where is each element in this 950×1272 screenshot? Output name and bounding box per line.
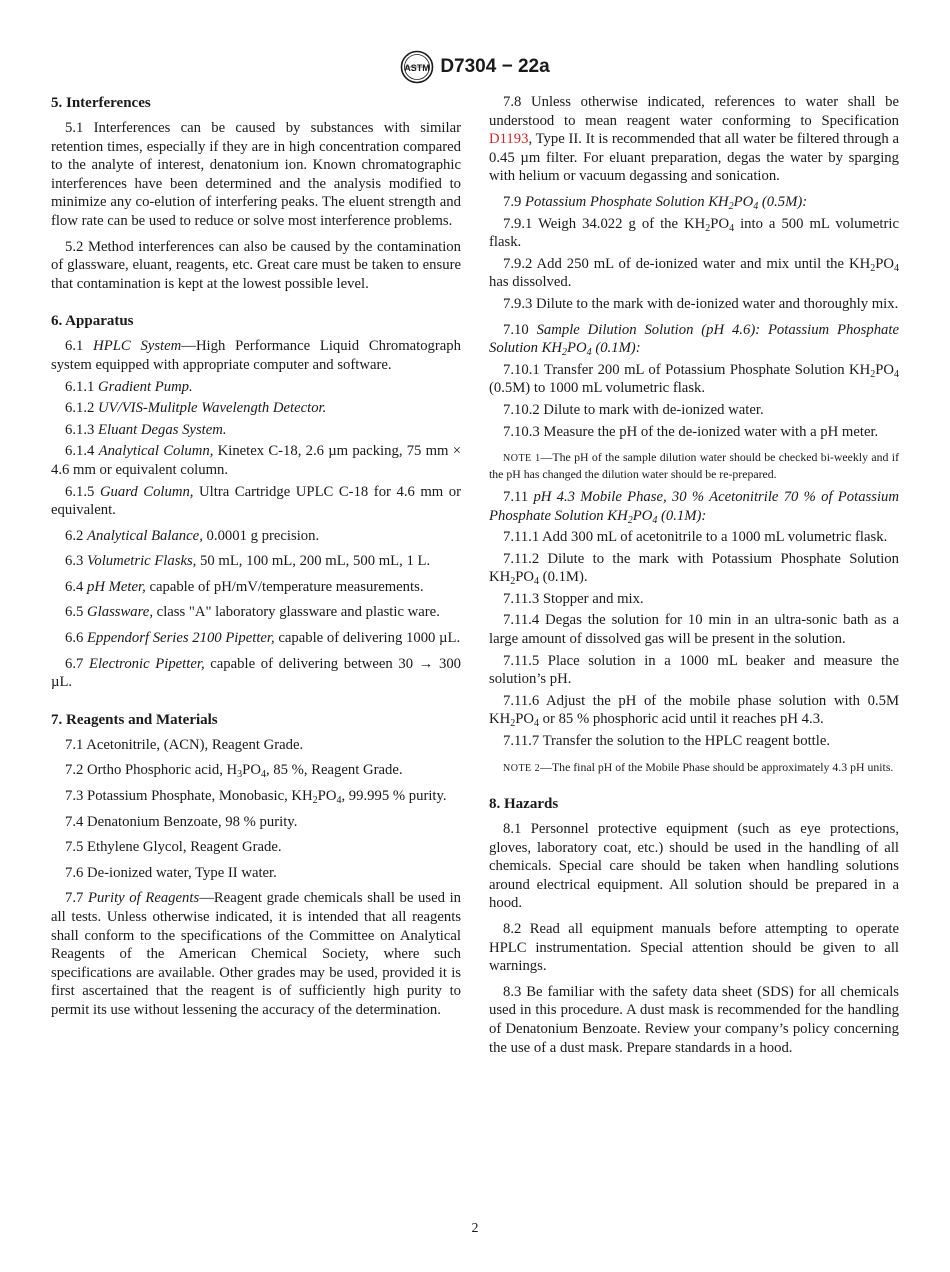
para-7-11: 7.11 pH 4.3 Mobile Phase, 30 % Acetonitrile 70 % of Potassium Phosphate Solution $KH_2PO_4$ (0.1M):	[489, 488, 900, 526]
para-7-10: 7.10 Sample Dilution Solution (pH 4.6): Potassium Phosphate Solution $KH_2PO_4$ (0.1M):	[489, 321, 900, 359]
para-7-11-1: 7.11.1 Add 300 mL of acetonitrile to a 1000 mL volumetric flask.	[503, 529, 888, 546]
para-6-1-5: 6.1.5 Guard Column, Ultra Cartridge UPLC C-18 for 4.6 mm or equivalent.	[51, 483, 462, 519]
spec-d1193-link[interactable]: D1193	[489, 131, 529, 148]
astm-logo-icon	[400, 50, 434, 84]
para-5-2: 5.2 Method interferences can also be caused by the contamination of glassware, eluant, reagents, etc. Great care must be taken to ensure that contamination is kept at the lowest possible level.	[51, 238, 461, 292]
para-7-1: 7.1 Acetonitrile, (ACN), Reagent Grade.	[65, 736, 304, 753]
para-7-10-1: 7.10.1 Transfer 200 mL of Potassium Phosphate Solution $KH_2PO_4$ (0.5M) to 1000 mL volumetric flask.	[489, 361, 899, 397]
para-7-9: 7.9 Potassium Phosphate Solution $KH_2PO_4$ (0.5M):	[503, 193, 808, 212]
para-6-3: 6.3 Volumetric Flasks, 50 mL, 100 mL, 200 mL, 500 mL, 1 L.	[65, 553, 431, 570]
para-8-2: 8.2 Read all equipment manuals before attempting to operate HPLC instrumentation. Special attention should be given to all warnings.	[489, 921, 899, 975]
section-5-title: 5. Interferences	[51, 95, 151, 111]
para-6-1-2: 6.1.2 UV/VIS-Mulitple Wavelength Detector.	[65, 400, 327, 417]
para-7-5: 7.5 Ethylene Glycol, Reagent Grade.	[65, 839, 282, 856]
para-7-9-2: 7.9.2 Add 250 mL of de-ionized water and mix until the $KH_2PO_4$ has dissolved.	[489, 255, 899, 291]
section-6-title: 6. Apparatus	[51, 313, 134, 330]
page-number: 2	[471, 1221, 479, 1236]
para-7-11-7: 7.11.7 Transfer the solution to the HPLC reagent bottle.	[503, 733, 831, 750]
right-column	[489, 93, 899, 1060]
para-8-3: 8.3 Be familiar with the safety data sheet (SDS) for all chemicals used in this procedure. A dust mask is recommended for the handling of Denatonium Benzoate. Review your company’s policy concerning the use of a dust mask. Prepare standards in a hood.	[489, 983, 899, 1056]
para-7-7: 7.7 Purity of Reagents—Reagent grade chemicals shall be used in all tests. Unless otherwise indicated, it is intended that all reagents shall conform to the specifications of the Committee on Analytical Reagents of the American Chemical Society, where such specifications are available. Other grades may be used, provided it is first ascertained that the reagent is of sufficiently high purity to permit its use without lessening the accuracy of the determination.	[51, 890, 461, 1018]
para-6-1: 6.1 HPLC System—High Performance Liquid Chromatograph system equipped with appropriate computer and software.	[51, 338, 461, 373]
para-7-4: 7.4 Denatonium Benzoate, 98 % purity.	[65, 813, 298, 830]
svg-text:ASTM: ASTM	[404, 63, 431, 73]
para-7-11-2: 7.11.2 Dilute to the mark with Potassium Phosphate Solution $KH_2PO_4$ (0.1M).	[489, 550, 899, 588]
para-7-10-2: 7.10.2 Dilute to mark with de-ionized water.	[503, 401, 764, 418]
document-designation: D7304 − 22a	[440, 56, 550, 77]
para-7-11-3: 7.11.3 Stopper and mix.	[503, 590, 644, 607]
para-7-11-5: 7.11.5 Place solution in a 1000 mL beaker and measure the solution’s pH.	[489, 652, 899, 688]
para-7-11-6: 7.11.6 Adjust the pH of the mobile phase solution with 0.5M $KH_2PO_4$ or 85 % phosphoric acid until it reaches pH 4.3.	[489, 692, 899, 730]
para-6-2: 6.2 Analytical Balance, 0.0001 g precision.	[65, 527, 320, 544]
para-7-2: 7.2 Ortho Phosphoric acid, $H_3PO_4$, 85 %, Reagent Grade.	[65, 762, 403, 781]
para-7-10-3: 7.10.3 Measure the pH of the de-ionized water with a pH meter.	[503, 423, 879, 440]
para-7-11-4: 7.11.4 Degas the solution for 10 min in an ultra-sonic bath as a large amount of dissolved gas will be present in the solution.	[489, 612, 899, 648]
para-7-3: 7.3 Potassium Phosphate, Monobasic, $KH_2PO_4$, 99.995 % purity.	[65, 788, 447, 807]
para-6-1-3: 6.1.3 Eluant Degas System.	[65, 421, 227, 438]
para-7-9-1: 7.9.1 Weigh 34.022 g of the $KH_2PO_4$ into a 500 mL volumetric flask.	[489, 215, 899, 251]
para-7-6: 7.6 De-ionized water, Type II water.	[65, 864, 277, 881]
para-6-5: 6.5 Glassware, class "A" laboratory glassware and plastic ware.	[65, 604, 440, 621]
para-6-1-1: 6.1.1 Gradient Pump.	[65, 378, 193, 395]
para-6-1-4: 6.1.4 Analytical Column, Kinetex C-18, 2.6 µm packing, 75 mm × 4.6 mm or equivalent column.	[51, 443, 461, 478]
para-6-7: 6.7 Electronic Pipetter, capable of delivering between 30 → 300 µL.	[51, 655, 462, 691]
para-5-1: 5.1 Interferences can be caused by substances with similar retention times, especially if they are in high concentration compared to the analyte of interest, denatonium ion. Known chromatographic interferences have been determined and the analysis modified to minimize any co-elution of interfering peaks. The eluent strength and flow rate can be used to reduce or solve most interference problems.	[51, 120, 461, 229]
section-7-title: 7. Reagents and Materials	[51, 711, 218, 728]
para-6-6: 6.6 Eppendorf Series 2100 Pipetter, capable of delivering 1000 µL.	[65, 630, 461, 647]
left-column	[51, 93, 461, 1023]
note-1: NOTE 1—The pH of the sample dilution water should be checked bi-weekly and if the pH has changed the dilution water should be re-prepared.	[489, 450, 899, 481]
para-7-9-3: 7.9.3 Dilute to the mark with de-ionized water and thoroughly mix.	[503, 295, 899, 312]
note-2: NOTE 2—The final pH of the Mobile Phase should be approximately 4.3 pH units.	[503, 759, 894, 774]
page-header	[0, 50, 950, 89]
para-8-1: 8.1 Personnel protective equipment (such as eye protections, gloves, laboratory coat, etc.) should be used in the handling of all chemicals. Special care should be taken when handling solutions around electrical equipment. All solution should be prepared in a hood.	[489, 821, 899, 912]
para-6-4: 6.4 pH Meter, capable of pH/mV/temperature measurements.	[65, 578, 424, 595]
section-8-title: 8. Hazards	[489, 796, 559, 813]
para-7-8: 7.8 Unless otherwise indicated, references to water shall be understood to mean reagent water conforming to Specification D1193, Type II. It is recommended that all water be filtered through a 0.45 µm filter. For eluant preparation, degas the water by sparging with helium or vacuum degassing and sonication.	[489, 94, 899, 185]
